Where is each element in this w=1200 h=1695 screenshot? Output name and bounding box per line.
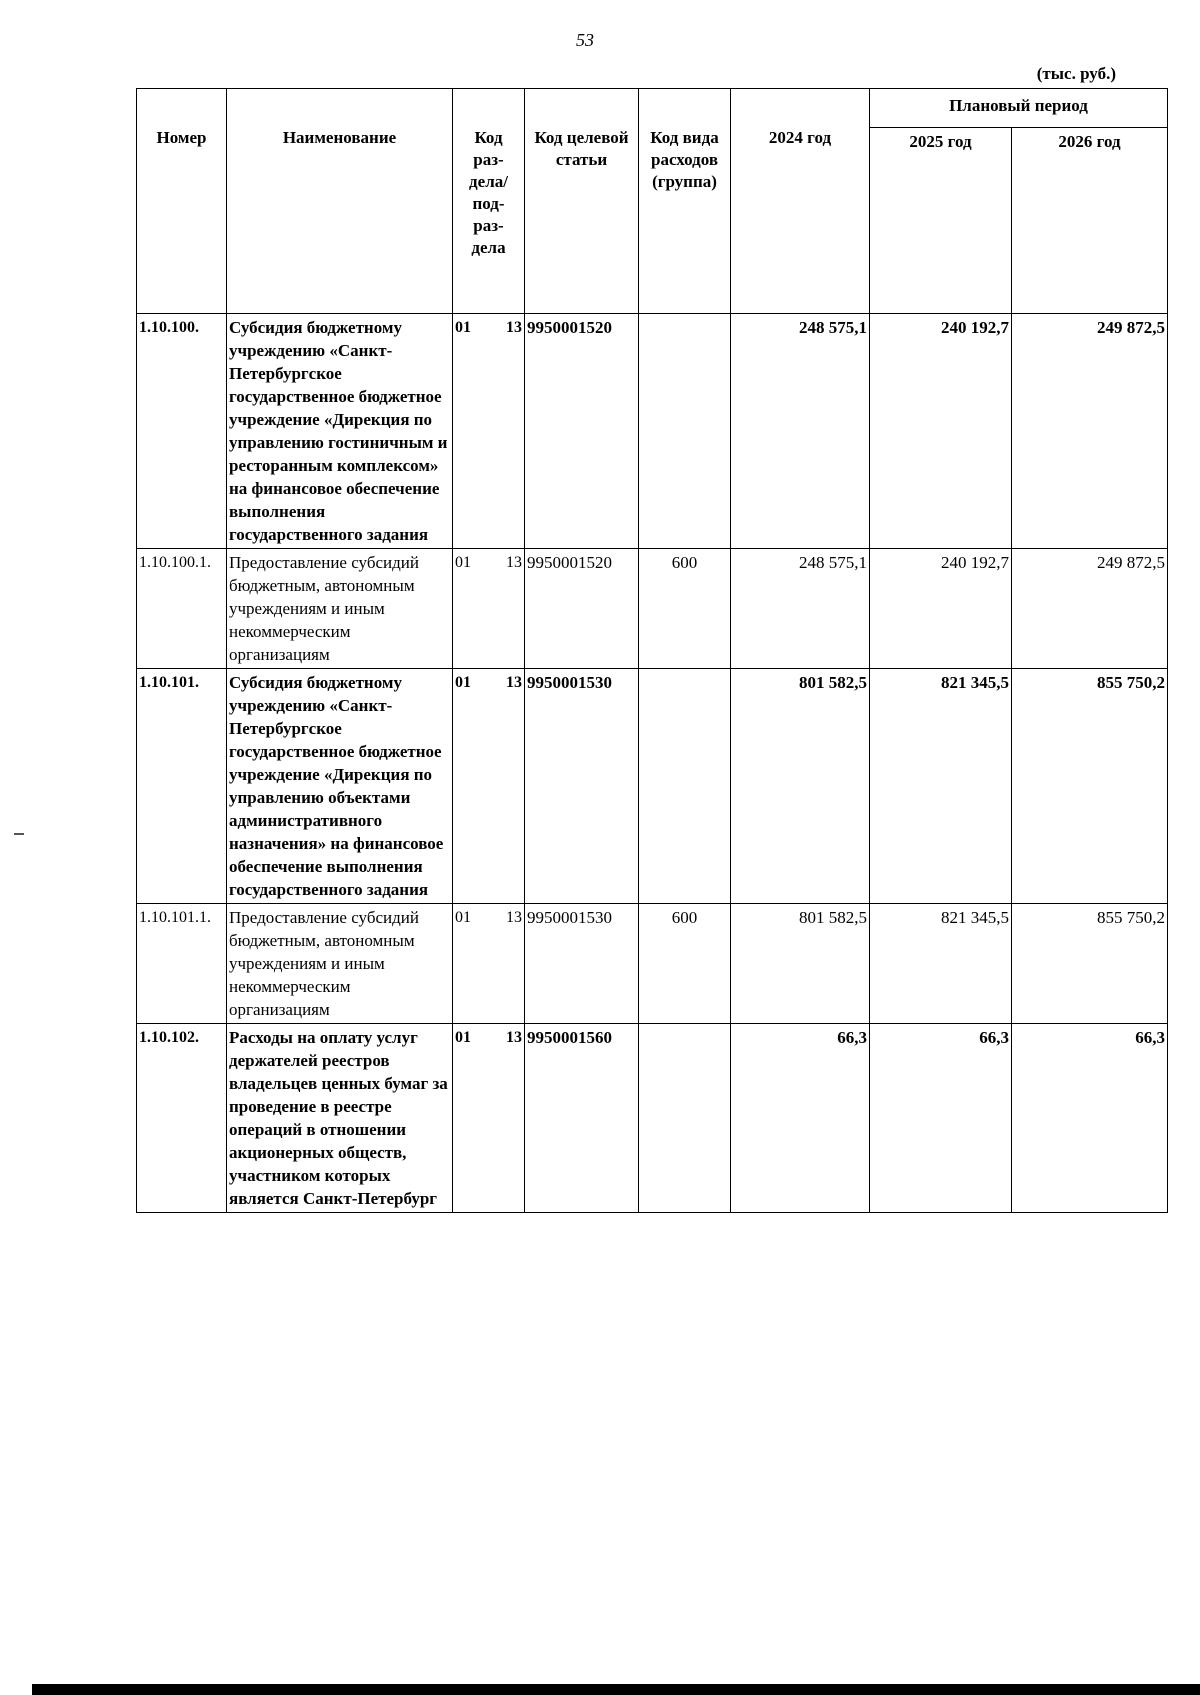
- row-name: Предоставление субсидий бюджетным, автономным учреждениям и иным некоммерческим организациям: [227, 549, 453, 669]
- row-value-2024: 248 575,1: [731, 314, 870, 549]
- header-2026: 2026 год: [1012, 128, 1168, 314]
- page-number: 53: [576, 30, 594, 50]
- header-kvr: Код вида расходов (группа): [639, 89, 731, 314]
- row-name: Предоставление субсидий бюджетным, автономным учреждениям и иным некоммерческим организациям: [227, 904, 453, 1024]
- row-value-2026: 249 872,5: [1012, 549, 1168, 669]
- row-target-code: 9950001560: [525, 1024, 639, 1213]
- header-target: Код целевой статьи: [525, 89, 639, 314]
- budget-table: [136, 88, 1168, 1213]
- row-section-code: 01 13: [453, 314, 525, 549]
- row-name: Субсидия бюджетному учреждению «Санкт-Петербургское государственное бюджетное учреждение «Дирекция по управлению гостиничным и ресторанным комплексом» на финансовое обеспечение выполнения государственного задания: [227, 314, 453, 549]
- row-kvr: 600: [639, 904, 731, 1024]
- row-name: Расходы на оплату услуг держателей реестров владельцев ценных бумаг за проведение в реестре операций в отношении акционерных обществ, участником которых является Санкт-Петербург: [227, 1024, 453, 1213]
- header-number: Номер: [137, 89, 227, 314]
- units-label: (тыс. руб.): [1036, 64, 1116, 83]
- row-value-2024: 801 582,5: [731, 904, 870, 1024]
- row-value-2024: 66,3: [731, 1024, 870, 1213]
- row-name: Субсидия бюджетному учреждению «Санкт-Петербургское государственное бюджетное учреждение «Дирекция по управлению объектами административного назначения» на финансовое обеспечение выполнения государственного задания: [227, 669, 453, 904]
- table-row: [137, 549, 1168, 669]
- row-section-code: 01 13: [453, 1024, 525, 1213]
- table-row: [137, 669, 1168, 904]
- table-row: [137, 1024, 1168, 1213]
- scan-mark: [14, 833, 24, 835]
- row-value-2024: 801 582,5: [731, 669, 870, 904]
- row-value-2025: 821 345,5: [870, 904, 1012, 1024]
- header-name: Наименование: [227, 89, 453, 314]
- row-number: 1.10.100.: [137, 314, 227, 549]
- row-number: 1.10.100.1.: [137, 549, 227, 669]
- table-row: [137, 904, 1168, 1024]
- row-number: 1.10.102.: [137, 1024, 227, 1213]
- row-section-code: 01 13: [453, 549, 525, 669]
- row-number: 1.10.101.1.: [137, 904, 227, 1024]
- row-value-2026: 855 750,2: [1012, 904, 1168, 1024]
- scan-bottom-edge: [32, 1684, 1200, 1695]
- row-target-code: 9950001520: [525, 314, 639, 549]
- row-section-code: 01 13: [453, 669, 525, 904]
- header-2024: 2024 год: [731, 89, 870, 314]
- row-value-2025: 240 192,7: [870, 314, 1012, 549]
- row-target-code: 9950001530: [525, 904, 639, 1024]
- header-2025: 2025 год: [870, 128, 1012, 314]
- row-value-2026: 855 750,2: [1012, 669, 1168, 904]
- row-target-code: 9950001530: [525, 669, 639, 904]
- row-section-code: 01 13: [453, 904, 525, 1024]
- row-kvr: [639, 669, 731, 904]
- header-planned-period: Плановый период: [870, 89, 1168, 128]
- row-value-2026: 66,3: [1012, 1024, 1168, 1213]
- row-kvr: [639, 1024, 731, 1213]
- row-value-2024: 248 575,1: [731, 549, 870, 669]
- table-row: [137, 314, 1168, 549]
- row-number: 1.10.101.: [137, 669, 227, 904]
- row-kvr: [639, 314, 731, 549]
- row-value-2025: 821 345,5: [870, 669, 1012, 904]
- row-value-2025: 66,3: [870, 1024, 1012, 1213]
- row-value-2025: 240 192,7: [870, 549, 1012, 669]
- header-section: Код раз-дела/ под-раз-дела: [453, 89, 525, 314]
- row-value-2026: 249 872,5: [1012, 314, 1168, 549]
- row-kvr: 600: [639, 549, 731, 669]
- row-target-code: 9950001520: [525, 549, 639, 669]
